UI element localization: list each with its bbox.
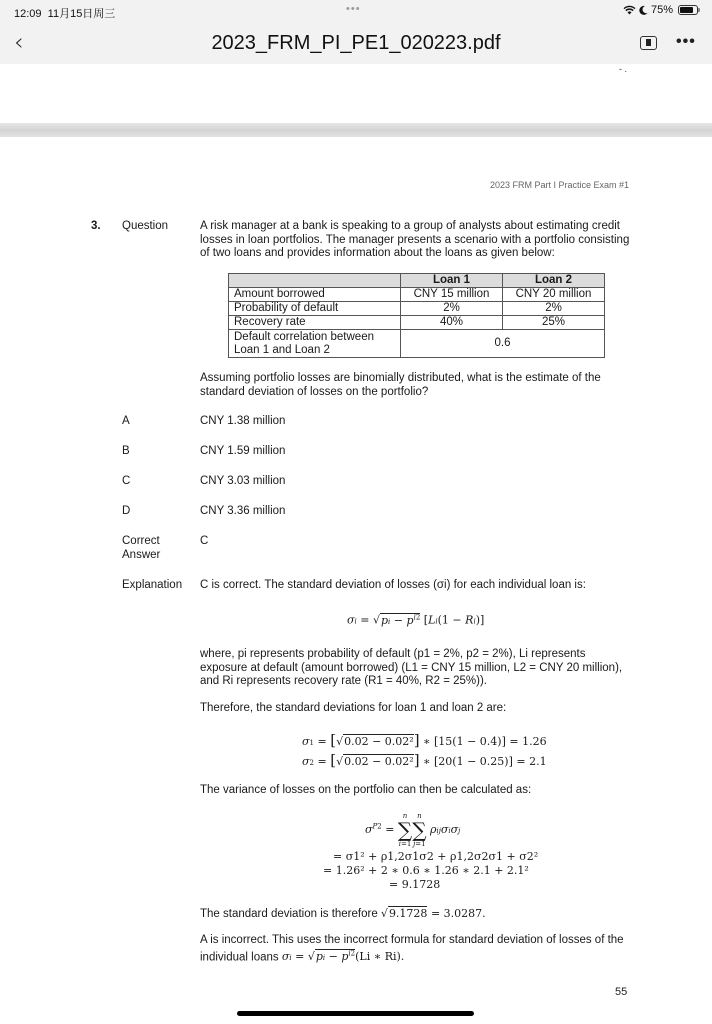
table-header-cell: Loan 2 [503,274,605,288]
status-time [14,5,115,21]
explanation-a-incorrect: A is incorrect. This uses the incorrect formula for standard deviation of losses of the individual loans $\sigma i = √pi - p^{i2}(Li$ ∗ Ri). [200,934,624,964]
table-cell: 25% [503,316,605,330]
table-cell: CNY 20 million [503,288,605,302]
table-cell: 2% [401,302,503,316]
top-bar [0,0,712,64]
formula-variance-sum: $\sigma^{P2}$ = n ∑ i=1 n ∑ j=1 ρijσiσj [365,812,461,848]
a-incorrect-formula: (Li ∗ Ri). [355,950,405,964]
wifi-icon [623,5,636,15]
correct-answer-label: Correct Answer [122,535,161,561]
status-indicators [623,4,698,16]
explanation-intro: C is correct. The standard deviation of losses (σi) for each individual loan is: [200,579,586,591]
more-options-button[interactable]: ••• [676,33,696,50]
table-row [229,288,605,302]
sigma-2-sqrt-arg: 0.02 − 0.02² [344,755,414,768]
table-header-row [229,274,605,288]
table-cell: Recovery rate [229,316,401,330]
question-number: 3. [91,220,101,232]
option-text: CNY 3.36 million [200,505,286,517]
table-cell: CNY 15 million [401,288,503,302]
document-title: 2023_FRM_PI_PE1_020223.pdf [211,32,501,54]
explanation-where: where, pi represents probability of default (p1 = 2%, p2 = 2%), Li represents exposure at default (amount borrowed) (L1 = CNY 15 million, L2 = CNY 20 million), and Ri represents recovery rate (R1 = 40%, R2 = 25%)). [200,648,623,687]
question-prompt: Assuming portfolio losses are binomially distributed, what is the estimate of the standard deviation of losses on the portfolio? [200,372,601,398]
sigma-1-rest: ∗ [15(1 − 0.4)] = 1.26 [423,735,547,748]
table-cell: 40% [401,316,503,330]
time-text: 12:09 [14,8,42,20]
table-cell: Probability of default [229,302,401,316]
std-result: = 3.0287. [430,907,486,920]
table-cell: 0.6 [401,330,605,358]
table-cell: Default correlation between Loan 1 and Loan 2 [229,330,401,358]
formula-sigma-1: σ1 = [√0.02 − 0.02²] ∗ [15(1 − 0.4)] = 1.26 [302,731,547,749]
table-header-cell [229,274,401,288]
battery-icon [678,5,698,15]
explanation-variance-intro: The variance of losses on the portfolio can then be calculated as: [200,784,532,796]
back-button[interactable]: ‹ [14,28,24,56]
table-row [229,302,605,316]
a-incorrect-text: A is incorrect. This uses the incorrect formula for standard deviation of losses of the individual loans [200,934,624,964]
explanation-std: The standard deviation is therefore √9.1728 = 3.0287. [200,907,486,920]
page-separator [0,123,712,137]
option-letter: C [122,475,131,487]
moon-icon [639,5,648,15]
previous-page-fragment [0,64,712,122]
formula-sigma-i: $\sigma i = √pi - p^{i2}$ [Li(1 − Ri)] [347,613,485,627]
sidebar-toggle-icon[interactable] [640,36,657,50]
table-cell: 2% [503,302,605,316]
variance-line: = σ1² + ρ1,2σ1σ2 + ρ1,2σ2σ1 + σ2² [333,850,539,863]
std-sqrt-arg: 9.1728 [388,907,428,920]
battery-percent: 75% [650,4,673,16]
variance-line: = 9.1728 [389,878,441,891]
formula-sigma-2: σ2 = [√0.02 − 0.02²] ∗ [20(1 − 0.25)] = 2.1 [302,751,547,769]
std-text: The standard deviation is therefore [200,908,378,920]
option-letter: D [122,505,131,517]
date-text: 11月15日周三 [47,8,116,20]
sigma-1-sqrt-arg: 0.02 − 0.02² [344,735,414,748]
question-text: A risk manager at a bank is speaking to a group of analysts about estimating credit losses in loan portfolios. The manager presents a scenario with a portfolio consisting of two loans and provides information about the loans as given below: [200,220,630,259]
table-row [229,316,605,330]
option-letter: A [122,415,130,427]
correct-answer-value: C [200,535,209,547]
option-text: CNY 3.03 million [200,475,286,487]
explanation-label: Explanation [122,579,183,591]
table-header-cell: Loan 1 [401,274,503,288]
page-header: 2023 FRM Part I Practice Exam #1 [489,180,629,190]
home-indicator[interactable] [237,1011,474,1016]
table-row [229,330,605,358]
loan-table [228,273,605,358]
variance-line: = 1.26² + 2 ∗ 0.6 ∗ 1.26 ∗ 2.1 + 2.1² [323,864,529,877]
question-label: Question [122,220,169,232]
pdf-page [0,137,712,1024]
sigma-2-rest: ∗ [20(1 − 0.25)] = 2.1 [423,755,547,768]
page-number: 55 [615,986,628,998]
option-text: CNY 1.38 million [200,415,286,427]
table-cell: Amount borrowed [229,288,401,302]
option-text: CNY 1.59 million [200,445,286,457]
multitask-dots-icon[interactable]: ••• [346,3,361,15]
explanation-therefore: Therefore, the standard deviations for loan 1 and loan 2 are: [200,702,507,714]
option-letter: B [122,445,130,457]
previous-page-text: - . [619,64,627,74]
